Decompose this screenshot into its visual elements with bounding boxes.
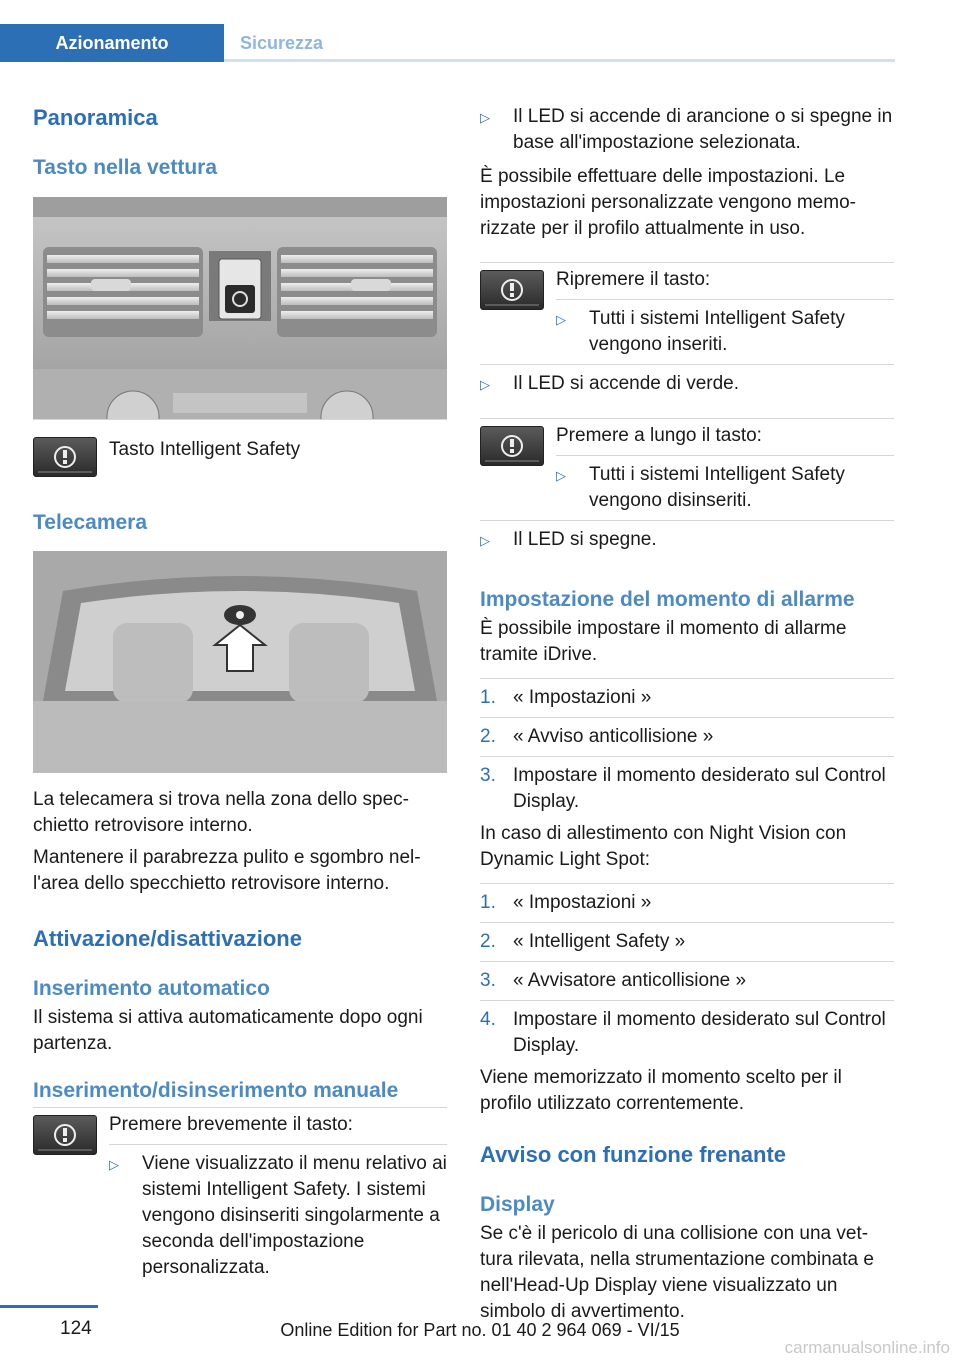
triangle-bullet-icon: ▷ — [109, 1157, 119, 1172]
left-column — [33, 100, 447, 1281]
list-item — [480, 929, 894, 955]
triangle-bullet-icon: ▷ — [556, 468, 566, 483]
tasto-caption-row — [33, 437, 447, 477]
list-item — [480, 763, 894, 815]
memorizzato-paragraph: Viene memorizzato il momento scelto per il profilo utilizzato correntemente. — [480, 1067, 842, 1114]
list-text: « Avvisatore anticollisione » — [513, 970, 747, 991]
impostazioni-paragraph: È possibile effettuare delle impostazioni. Le impostazioni personalizzate vengono memorizzate per il profilo attualmente in uso. — [480, 166, 856, 239]
press-short-text: Premere brevemente il tasto: — [109, 1114, 353, 1135]
bullet-text: Tutti i sistemi Intelligent Safety vengono disinseriti. — [589, 464, 845, 511]
list-item — [480, 968, 894, 994]
dashboard-button-photo — [33, 197, 447, 419]
list-item — [556, 462, 894, 514]
momento-paragraph: È possibile impostare il momento di allarme tramite iDrive. — [480, 618, 847, 665]
watermark: carmanualsonline.info — [784, 1338, 950, 1357]
tab-underline — [224, 59, 895, 62]
list-text: « Impostazioni » — [513, 687, 652, 708]
list-text: « Avviso anticollisione » — [513, 726, 714, 747]
tele-paragraph-1: La telecamera si trova nella zona dello specchietto retrovisore interno. — [33, 789, 409, 836]
tab-azionamento[interactable]: Azionamento — [0, 24, 224, 62]
dashboard-vents-image — [33, 197, 447, 419]
intelligent-safety-button-icon — [480, 426, 544, 466]
press-short-row — [33, 1112, 447, 1281]
heading-telecamera: Telecamera — [33, 511, 148, 534]
chapter-tabs — [0, 24, 895, 62]
bullet-text: Il LED si accende di arancione o si spegne in base all'impostazione selezionata. — [513, 106, 893, 153]
triangle-bullet-icon: ▷ — [480, 533, 490, 548]
intelligent-safety-button-icon — [33, 1115, 97, 1155]
heading-tasto-vettura: Tasto nella vettura — [33, 156, 217, 179]
night-vision-paragraph: In caso di allestimento con Night Vision con Dynamic Light Spot: — [480, 823, 847, 870]
bullet-text: Il LED si spegne. — [513, 529, 657, 550]
list-text: Impostare il momento desiderato sul Control Display. — [513, 1009, 886, 1056]
triangle-bullet-icon: ▷ — [556, 312, 566, 327]
right-column — [480, 100, 894, 1325]
triangle-bullet-icon: ▷ — [480, 377, 490, 392]
list-number: 4. — [480, 1009, 496, 1030]
list-item — [556, 306, 894, 358]
list-number: 3. — [480, 765, 496, 786]
windshield-camera-image — [33, 551, 447, 773]
list-item — [480, 1007, 894, 1059]
list-text: « Impostazioni » — [513, 892, 652, 913]
list-item — [109, 1151, 447, 1281]
press-again-row — [480, 267, 894, 358]
edition-text: Online Edition for Part no. 01 40 2 964 069 - VI/15 — [280, 1320, 680, 1340]
list-item — [480, 371, 894, 398]
list-item — [480, 104, 894, 156]
tele-paragraph-2: Mantenere il parabrezza pulito e sgombro nell'area dello specchietto retrovisore interno. — [33, 847, 421, 894]
list-text: « Intelligent Safety » — [513, 931, 686, 952]
list-number: 1. — [480, 892, 496, 913]
display-paragraph: Se c'è il pericolo di una collisione con una vettura rilevata, nella strumentazione combinata e nell'Head-Up Display viene visualizzato un simbolo di avvertimento. — [480, 1223, 874, 1322]
heading-impostazione-momento: Impostazione del momento di allarme — [480, 588, 855, 611]
intelligent-safety-button-icon — [33, 437, 97, 477]
press-long-text: Premere a lungo il tasto: — [556, 425, 762, 446]
list-number: 2. — [480, 726, 496, 747]
heading-display: Display — [480, 1193, 555, 1216]
ordered-list-1 — [480, 678, 894, 815]
list-number: 2. — [480, 931, 496, 952]
camera-photo — [33, 551, 447, 773]
list-item — [480, 685, 894, 711]
list-number: 1. — [480, 687, 496, 708]
list-item — [480, 724, 894, 750]
press-long-row — [480, 423, 894, 514]
intelligent-safety-button-icon — [480, 270, 544, 310]
heading-inserimento-automatico: Inserimento automatico — [33, 977, 270, 1000]
list-text: Impostare il momento desiderato sul Control Display. — [513, 765, 886, 812]
page-number: 124 — [60, 1318, 92, 1339]
caption-tasto: Tasto Intelligent Safety — [109, 439, 301, 460]
heading-inserimento-manuale: Inserimento/disinserimento manuale — [33, 1079, 399, 1102]
list-item — [480, 890, 894, 916]
ordered-list-2 — [480, 883, 894, 1059]
list-number: 3. — [480, 970, 496, 991]
triangle-bullet-icon: ▷ — [480, 110, 490, 125]
list-item — [480, 527, 894, 554]
heading-panoramica: Panoramica — [33, 105, 158, 130]
bullet-text: Tutti i sistemi Intelligent Safety vengono inseriti. — [589, 308, 845, 355]
tab-sicurezza[interactable]: Sicurezza — [240, 32, 324, 53]
bullet-text: Viene visualizzato il menu relativo ai sistemi Intelligent Safety. I sistemi vengono disinseriti singolarmente a seconda dell'impostazione personalizzata. — [142, 1153, 447, 1278]
auto-paragraph: Il sistema si attiva automaticamente dopo ogni partenza. — [33, 1007, 423, 1054]
heading-attivazione: Attivazione/disattivazione — [33, 926, 302, 951]
footer-accent-line — [0, 1305, 98, 1308]
bullet-text: Il LED si accende di verde. — [513, 373, 740, 394]
press-again-text: Ripremere il tasto: — [556, 269, 711, 290]
heading-avviso-frenante: Avviso con funzione frenante — [480, 1142, 787, 1167]
